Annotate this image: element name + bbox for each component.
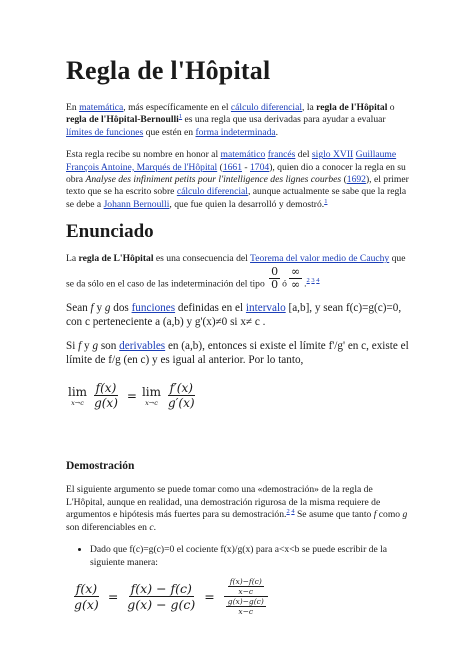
enunciado-paragraph-2 bbox=[66, 301, 412, 329]
text: - bbox=[242, 161, 250, 173]
text: es una regla que usa derivadas para ayudar a evaluar bbox=[182, 114, 386, 126]
text: o bbox=[387, 102, 395, 113]
intro-paragraph bbox=[66, 102, 412, 139]
limit-operator bbox=[68, 385, 87, 407]
fraction-fprime-over-gprime bbox=[166, 381, 197, 410]
page-title: Regla de l'Hôpital bbox=[66, 56, 271, 85]
fraction-denominator: 0 bbox=[271, 278, 279, 292]
text: dos bbox=[110, 302, 132, 315]
fraction-denominator: g′(x) bbox=[168, 396, 195, 411]
text: , la bbox=[302, 102, 317, 113]
link-matematico[interactable]: matemático bbox=[220, 149, 266, 161]
link-derivables[interactable]: derivables bbox=[119, 340, 166, 353]
reference-link[interactable]: 4 bbox=[316, 276, 320, 284]
link-intervalo[interactable]: intervalo bbox=[245, 302, 286, 315]
list-item: • Dado que f(c)=g(c)=0 el cociente f(x)/g(x) para a<x<b se puede escribir de la siguiente manera: bbox=[90, 544, 412, 569]
fraction-compound bbox=[222, 577, 270, 616]
text: definidas en el bbox=[175, 302, 246, 315]
bullet-list bbox=[66, 544, 412, 569]
fraction-denominator: x−c bbox=[238, 586, 254, 596]
equals-sign: = bbox=[107, 588, 119, 604]
link-matematica[interactable]: matemática bbox=[79, 102, 124, 113]
fraction-denominator: g(x) − g(c) bbox=[127, 596, 196, 612]
text: [a,b], y sean f(c)=g(c)=0, con c perteneciente a (a,b) y g'(x)≠0 si x≠ c . bbox=[66, 302, 402, 329]
indeterminate-zero-over-zero bbox=[269, 266, 280, 292]
text: ó bbox=[282, 278, 287, 290]
text: en (a,b), entonces si existe el límite f'/g' en c, existe el límite de f/g (en c) y es igual al anterior. Por lo tanto, bbox=[66, 340, 409, 367]
link-1704[interactable]: 1704 bbox=[250, 161, 270, 173]
link-forma-indeterminada[interactable]: forma indeterminada bbox=[195, 126, 276, 138]
math-var: f bbox=[90, 302, 94, 315]
text: Si bbox=[66, 340, 79, 353]
text: ), quien dio a conocer la regla en su obra bbox=[66, 161, 406, 186]
fraction-numerator: f(x) bbox=[95, 381, 117, 396]
text: son diferenciables en bbox=[66, 521, 150, 533]
fraction-small bbox=[226, 597, 266, 616]
text: Esta regla recibe su nombre en honor al bbox=[66, 149, 221, 161]
fraction-denominator: g(x) bbox=[94, 396, 118, 411]
text: es una consecuencia del bbox=[153, 253, 251, 265]
bold-term: regla de l'Hôpital-Bernoulli bbox=[66, 114, 179, 126]
demonstration-formula bbox=[70, 577, 412, 616]
text: , más específicamente en el bbox=[123, 102, 231, 113]
link-calculo-diferencial[interactable]: cálculo diferencial bbox=[176, 186, 248, 198]
text: ), el primer texto que se ha escrito sobre bbox=[66, 174, 409, 198]
indeterminate-inf-over-inf bbox=[289, 266, 302, 292]
math-var: g bbox=[402, 509, 408, 521]
equals-sign: = bbox=[204, 588, 215, 604]
text: que se da sólo en el caso de las indeterminación del tipo bbox=[66, 253, 406, 290]
fraction-numerator: f(x)−f(c) bbox=[229, 576, 262, 586]
fraction-numerator: g(x)−g(c) bbox=[227, 596, 264, 606]
text: y bbox=[81, 340, 93, 353]
fraction-f-over-g bbox=[92, 381, 120, 410]
text: . bbox=[153, 521, 157, 533]
section-heading-demostracion: Demostración bbox=[66, 460, 135, 473]
link-teorema-cauchy[interactable]: Teorema del valor medio de Cauchy bbox=[250, 253, 390, 265]
lim-text: lim bbox=[68, 384, 88, 399]
fraction-denominator: x−c bbox=[238, 606, 254, 616]
demostracion-paragraph bbox=[66, 484, 412, 534]
limit-operator bbox=[142, 385, 161, 407]
fraction-numerator: f(x) bbox=[75, 580, 98, 596]
link-1661[interactable]: 1661 bbox=[222, 161, 242, 173]
work-title: Analyse des infiniment petits pour l'intelligence des lignes courbes bbox=[85, 174, 342, 186]
text: . bbox=[275, 126, 279, 138]
reference-link[interactable]: 1 bbox=[324, 197, 328, 205]
text: que estén en bbox=[143, 126, 196, 138]
text: . bbox=[304, 278, 307, 290]
reference-link[interactable]: 2 bbox=[286, 508, 290, 516]
math-var: c bbox=[149, 521, 154, 533]
enunciado-paragraph-1 bbox=[66, 253, 412, 291]
text: como bbox=[376, 509, 403, 521]
text: , que fue quien la desarrolló y demostró. bbox=[169, 198, 325, 210]
text: ( bbox=[217, 161, 223, 173]
link-funciones[interactable]: funciones bbox=[131, 302, 176, 315]
text: El siguiente argumento se puede tomar como una «demostración» de la regla de L'Hôpital, aunque en realidad, una demostración rigurosa de la misma requiere de argumentos e hipótesis más fuertes para su demostración. bbox=[66, 484, 381, 521]
section-heading-enunciado: Enunciado bbox=[66, 221, 154, 243]
reference-link[interactable]: 2 bbox=[306, 276, 310, 284]
fraction-numerator bbox=[224, 577, 268, 597]
text: La bbox=[66, 253, 79, 265]
fraction-denominator: g(x) bbox=[74, 596, 99, 612]
lim-text: lim bbox=[141, 384, 161, 399]
fraction-numerator: ∞ bbox=[290, 264, 301, 278]
lhopital-formula bbox=[68, 381, 412, 410]
text: En bbox=[66, 102, 80, 113]
lim-subscript: x→c bbox=[71, 398, 84, 407]
bold-term: regla de L'Hôpital bbox=[78, 253, 154, 265]
fraction-f-over-g bbox=[72, 581, 101, 612]
link-calculo-diferencial[interactable]: cálculo diferencial bbox=[230, 102, 303, 113]
text: del bbox=[295, 149, 312, 161]
math-var: f bbox=[78, 340, 82, 353]
text: y bbox=[93, 302, 105, 315]
math-var: f bbox=[373, 509, 377, 521]
reference-link[interactable]: 3 bbox=[311, 276, 315, 284]
text: Sean bbox=[66, 302, 91, 315]
link-1692[interactable]: 1692 bbox=[346, 174, 366, 186]
fraction-numerator: f′(x) bbox=[169, 381, 193, 396]
link-limites-de-funciones[interactable]: límites de funciones bbox=[66, 126, 144, 138]
equals-sign: = bbox=[126, 388, 137, 403]
fraction-numerator: 0 bbox=[271, 264, 279, 278]
reference-link[interactable]: 4 bbox=[291, 508, 295, 516]
fraction-differences bbox=[125, 581, 197, 612]
fraction-numerator: f(x) − f(c) bbox=[130, 580, 192, 596]
link-siglo-xvii[interactable]: siglo XVII bbox=[311, 149, 354, 161]
fraction-small bbox=[228, 577, 264, 596]
fraction-denominator: ∞ bbox=[290, 278, 301, 292]
text: ( bbox=[341, 174, 347, 186]
history-paragraph bbox=[66, 149, 412, 211]
bold-term: regla de l'Hôpital bbox=[316, 102, 388, 113]
text: son bbox=[98, 340, 120, 353]
fraction-denominator bbox=[222, 597, 270, 616]
reference-link[interactable]: 1 bbox=[178, 113, 183, 121]
link-frances[interactable]: francés bbox=[267, 149, 296, 161]
text: Se asume que tanto bbox=[294, 509, 374, 521]
text: , aunque actualmente se sabe que la regla se debe a bbox=[66, 186, 407, 210]
link-guillaume[interactable]: Guillaume François Antoine, Marqués de l'Hôpital bbox=[66, 149, 397, 173]
enunciado-paragraph-3 bbox=[66, 339, 412, 367]
math-var: g bbox=[92, 340, 99, 353]
lim-subscript: x→c bbox=[145, 398, 158, 407]
math-var: g bbox=[104, 302, 111, 315]
link-johann-bernoulli[interactable]: Johann Bernoulli bbox=[103, 198, 170, 210]
